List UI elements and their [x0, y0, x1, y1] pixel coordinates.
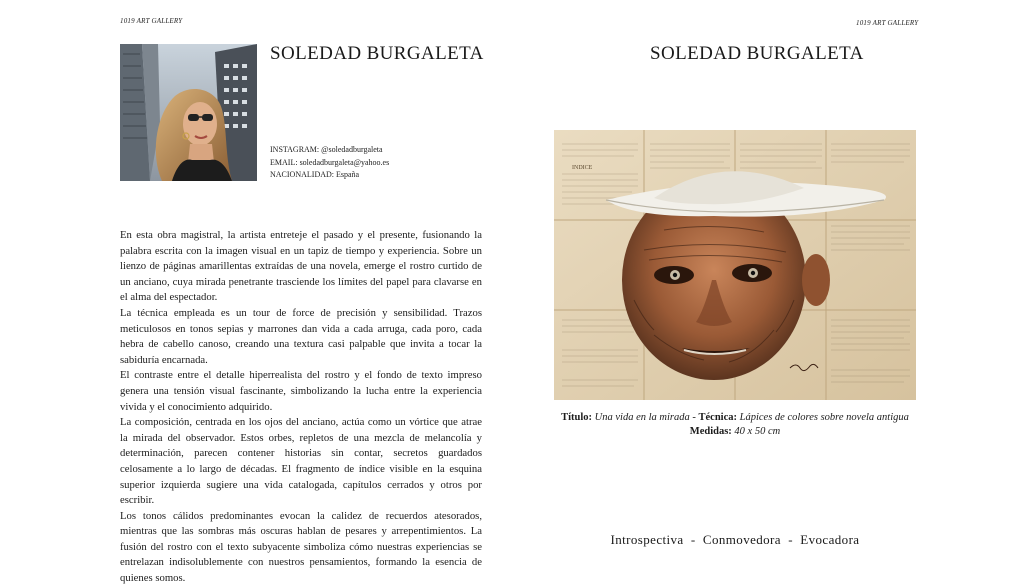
index-word: INDICE [572, 165, 593, 171]
instagram-line [270, 144, 389, 157]
email-label: EMAIL: [270, 157, 298, 167]
caption-separator: - [689, 412, 699, 423]
title-label: Título: [561, 412, 593, 423]
description-paragraph: Los tonos cálidos predominantes evocan la calidez de recuerdos atesorados, mientras que las sombras más oscuras hablan de pesares y arrepentimientos. La fusión del rostro con el texto subyacente simboliza cómo nuestras experiencias se entrelazan indisolublemente con nuestros pensamientos, formando la esencia de quienes somos. [120, 509, 482, 585]
description-paragraph: El contraste entre el detalle hiperrealista del rostro y el fondo de texto impreso genera una tensión visual fascinante, simbolizando la lucha entre la experiencia vivida y el conocimiento adquirido. [120, 369, 482, 413]
artist-name: SOLEDAD BURGALETA [650, 43, 864, 64]
gallery-header: 1019 ART GALLERY [120, 17, 183, 25]
artwork-description [120, 228, 482, 587]
contact-block [270, 144, 389, 182]
technique-label: Técnica: [698, 412, 737, 423]
artwork-image [554, 130, 916, 400]
artwork-technique: Lápices de colores sobre novela antigua [739, 412, 909, 423]
instagram-label: INSTAGRAM: [270, 145, 320, 154]
artist-portrait [120, 44, 257, 181]
gallery-header: 1019 ART GALLERY [856, 19, 919, 27]
artwork-size: 40 x 50 cm [734, 426, 781, 437]
artwork-title: Una vida en la mirada [594, 412, 690, 423]
caption-line-1 [554, 411, 916, 425]
nationality-line [270, 169, 389, 182]
caption-line-2 [554, 425, 916, 439]
right-page [511, 0, 1023, 575]
description-paragraph: La composición, centrada en los ojos del anciano, actúa como un vórtice que atrae la mirada del observador. Estos orbes, repletos de una mezcla de melancolía y determinación, parecen contener historias sin contar, secretos guardados celosamente a lo largo de décadas. El fragmento de índice visible en la esquina superior izquierda sugiere una vida catalogada, capítulos cerrados y otros por escribir. [120, 416, 482, 507]
email-address[interactable]: soledadburgaleta@yahoo.es [299, 157, 390, 167]
nationality-value: España [336, 170, 360, 179]
artwork-keywords: Introspectiva - Conmovedora - Evocadora [610, 532, 860, 547]
description-paragraph: En esta obra magistral, la artista entreteje el pasado y el presente, fusionando la palabra escrita con la imagen visual en un tapiz de tiempo y experiencia. Sobre un lienzo de páginas amarillentas extraídas de una novela, emerge el rostro curtido de un anciano, cuya mirada penetrante trasciende los límites del papel para clavarse en el alma del espectador. [120, 229, 482, 304]
size-label: Medidas: [689, 426, 732, 437]
description-paragraph: La técnica empleada es un tour de force de precisión y sensibilidad. Trazos meticulosos en tonos sepias y marrones dan vida a cada arruga, cada poro, cada hebra de cabello canoso, creando una textura casi palpable que invita a tocar la sabiduría encarnada. [120, 306, 482, 366]
instagram-handle[interactable]: @soledadburgaleta [321, 145, 383, 154]
nationality-label: NACIONALIDAD: [270, 170, 334, 179]
email-line [270, 157, 389, 170]
left-page [0, 0, 511, 585]
artwork-caption [554, 411, 916, 439]
artist-name: SOLEDAD BURGALETA [270, 43, 484, 64]
